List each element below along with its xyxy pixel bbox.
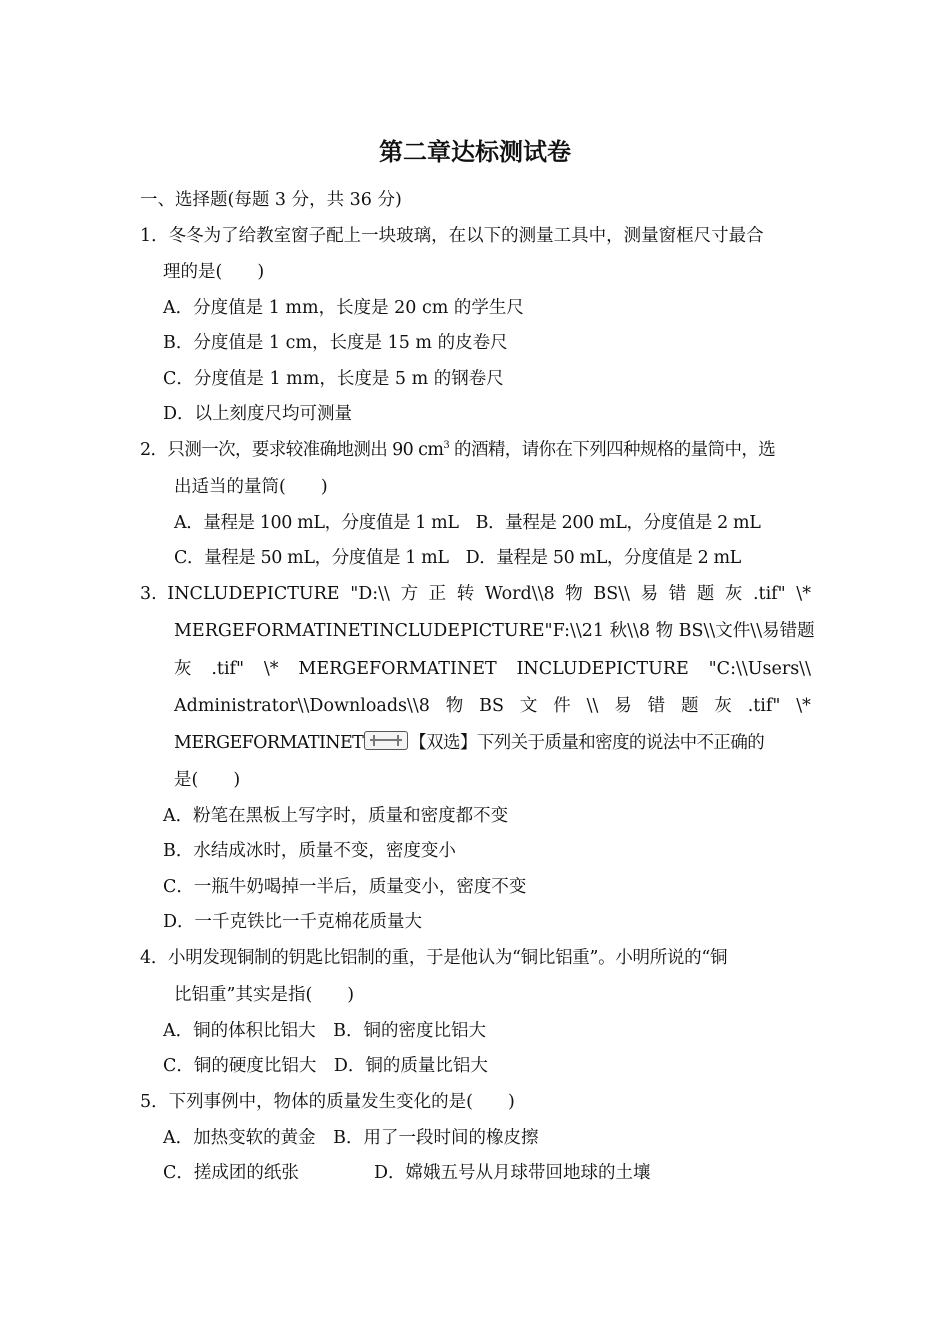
q5-options-ab: A．加热变软的黄金 B．用了一段时间的橡皮擦	[163, 1128, 539, 1148]
q3-l3-token: .tif"	[211, 659, 245, 679]
q1-option-a: A．分度值是 1 mm，长度是 20 cm 的学生尺	[163, 298, 524, 318]
q3-l3-token: "C:\\Users\\	[708, 659, 811, 679]
page-title: 第二章达标测试卷	[379, 138, 571, 166]
q1-option-d: D．以上刻度尺均可测量	[163, 404, 353, 424]
q3-l1-token: 易	[640, 584, 659, 604]
q3-l4-token: 错	[647, 696, 666, 716]
q3-l4-token: 易	[614, 696, 632, 716]
q3-l5-field-code: MERGEFORMATINET	[174, 733, 364, 753]
q4-options-ab: A．铜的体积比铝大 B．铜的密度比铝大	[163, 1021, 486, 1041]
q3-l4-token: 物	[445, 696, 464, 716]
q3-line-6: 是( )	[174, 770, 241, 790]
q2-options-cd: C．量程是 50 mL，分度值是 1 mL D．量程是 50 mL，分度值是 2 mL	[174, 548, 741, 568]
section-heading: 一、选择题(每题 3 分，共 36 分)	[140, 190, 402, 210]
q3-option-a: A．粉笔在黑板上写字时，质量和密度都不变	[163, 806, 509, 826]
q3-option-c: C．一瓶牛奶喝掉一半后，质量变小，密度不变	[163, 877, 527, 897]
q3-l1-token: INCLUDEPICTURE	[167, 584, 340, 604]
q3-l1-token: 灰	[724, 584, 743, 604]
q3-l4-token: 件	[553, 696, 571, 716]
q5-option-c: C．搓成团的纸张	[163, 1163, 299, 1183]
q3-l1-token: 物	[565, 584, 583, 604]
q3-l1-token: 3.	[140, 584, 157, 604]
q3-l1-token: 方	[400, 584, 419, 604]
q2-stem-text-b: 的酒精，请你在下列四种规格的量筒中，选	[449, 440, 776, 460]
q3-l2-token: "F:\\21 秋\\8 物 BS\\文件\\易错题	[544, 621, 815, 641]
q3-l4-token: 题	[680, 696, 699, 716]
q3-l1-token: \*	[796, 584, 811, 604]
q3-l4-token: BS	[479, 696, 505, 716]
q3-l1-token: 转	[456, 584, 475, 604]
q1-stem-line-1: 1．冬冬为了给教室窗子配上一块玻璃，在以下的测量工具中，测量窗框尺寸最合	[140, 226, 764, 246]
q3-l1-token: 正	[428, 584, 447, 604]
q2-options-ab: A．量程是 100 mL，分度值是 1 mL B．量程是 200 mL，分度值是 2 mL	[174, 513, 761, 533]
q3-l3-token: INCLUDEPICTURE	[516, 659, 689, 679]
q3-option-b: B．水结成冰时，质量不变，密度变小	[163, 841, 456, 861]
q3-l4-token: Administrator\\Downloads\\8	[174, 696, 430, 716]
q3-line-4	[174, 694, 811, 718]
q3-l4-token: 灰	[714, 696, 732, 716]
q3-l1-token: 错	[668, 584, 687, 604]
q2-stem-line-2: 出适当的量筒( )	[174, 477, 328, 497]
q1-stem-line-2: 理的是( )	[163, 262, 265, 282]
q3-option-d: D．一千克铁比一千克棉花质量大	[163, 912, 423, 932]
q2-stem-line-1	[140, 438, 775, 462]
q3-line-5	[174, 731, 764, 755]
q3-line-2	[174, 619, 815, 643]
q3-l4-token: \*	[796, 696, 811, 716]
q5-option-d: D．嫦娥五号从月球带回地球的土壤	[374, 1163, 651, 1183]
q4-stem-line-2: 比铝重”其实是指( )	[174, 985, 355, 1005]
q3-l3-token: \*	[263, 659, 279, 679]
q3-l1-token: 题	[696, 584, 715, 604]
q3-l4-token: .tif"	[747, 696, 781, 716]
q3-l2-token: INCLUDEPICTURE	[372, 621, 545, 641]
q3-l4-token: \\	[586, 696, 599, 716]
q3-line-1	[140, 582, 811, 606]
q1-option-c: C．分度值是 1 mm，长度是 5 m 的钢卷尺	[163, 369, 504, 389]
q2-stem-text-a: 2．只测一次，要求较准确地测出 90 cm	[140, 440, 444, 460]
q3-line-3	[174, 657, 811, 681]
q5-stem: 5．下列事例中，物体的质量发生变化的是( )	[140, 1092, 515, 1112]
error-prone-badge-icon	[364, 731, 408, 750]
q3-l1-token: Word\\8	[484, 584, 555, 604]
q3-l1-token: .tif"	[752, 584, 786, 604]
q3-l1-token: BS\\	[593, 584, 631, 604]
q3-l3-token: MERGEFORMATINET	[298, 659, 497, 679]
q3-l1-token: "D:\\	[350, 584, 390, 604]
q4-stem-line-1: 4．小明发现铜制的钥匙比铝制的重，于是他认为“铜比铝重”。小明所说的“铜	[140, 948, 728, 968]
q1-option-b: B．分度值是 1 cm，长度是 15 m 的皮卷尺	[163, 333, 508, 353]
q2-superscript: 3	[443, 440, 450, 451]
q3-l3-token: 灰	[174, 659, 192, 679]
q3-l4-token: 文	[519, 696, 538, 716]
q4-options-cd: C．铜的硬度比铝大 D．铜的质量比铝大	[163, 1056, 488, 1076]
q3-l5-stem: 【双选】下列关于质量和密度的说法中不正确的	[409, 733, 765, 753]
q3-l2-token: MERGEFORMATINET	[174, 621, 373, 641]
